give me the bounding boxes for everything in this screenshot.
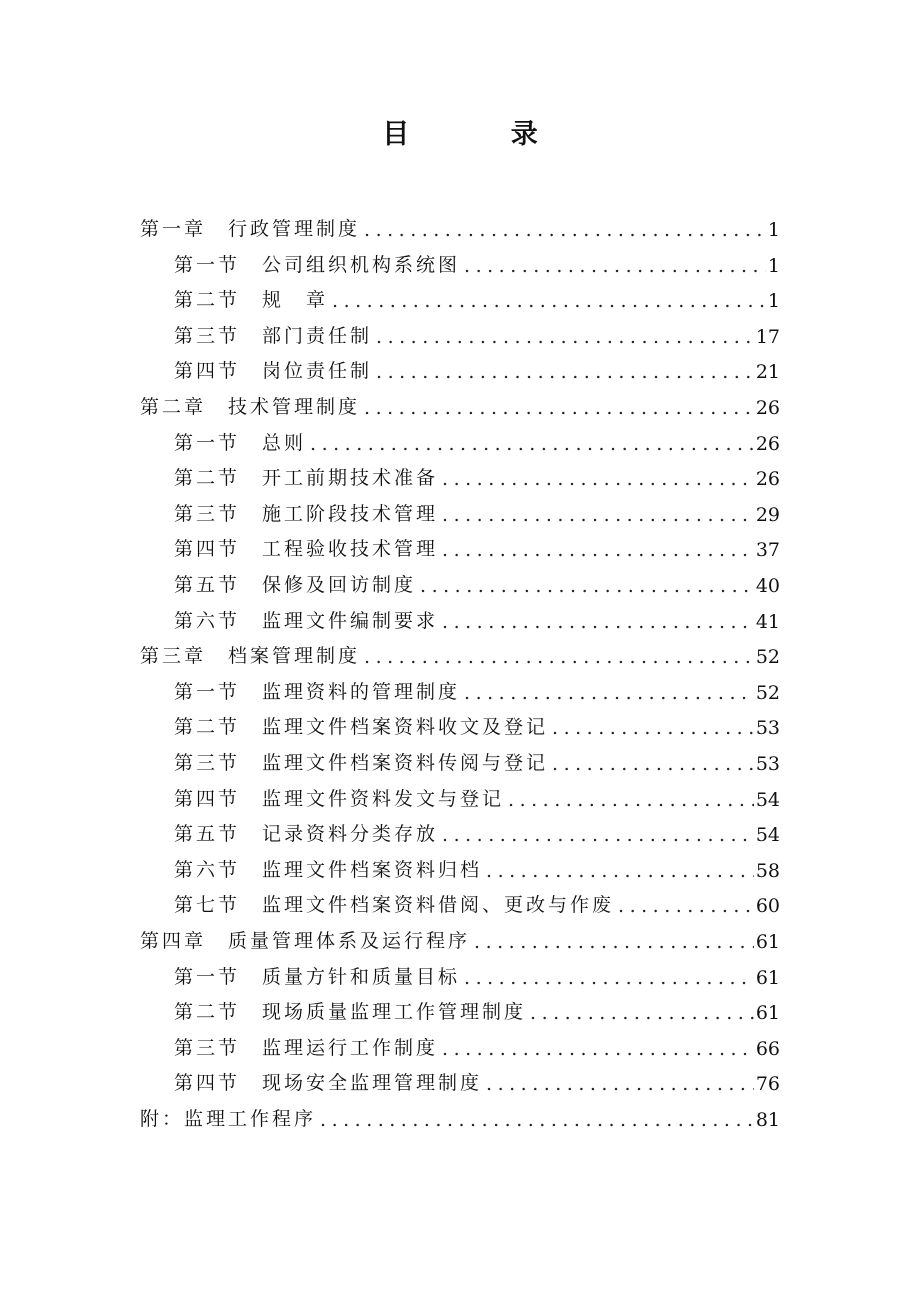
toc-entry-section[interactable] <box>174 670 780 704</box>
toc-entry-title: 监理文件编制要求 <box>262 609 439 632</box>
toc-entry-page-number: 26 <box>755 432 780 455</box>
toc-entry-page-number: 26 <box>755 468 780 491</box>
toc-dot-leader <box>530 1002 754 1024</box>
toc-entry-page-number: 54 <box>755 788 780 811</box>
toc-entry-page-number: 52 <box>755 646 780 669</box>
toc-entry-label: 第二节 <box>174 289 241 312</box>
toc-entry-page-number: 26 <box>755 397 780 419</box>
toc-entry-title: 技术管理制度 <box>228 396 361 418</box>
toc-dot-leader <box>364 646 754 668</box>
toc-entry-label: 第六节 <box>174 858 241 881</box>
toc-dot-leader <box>464 255 766 277</box>
toc-entry-section[interactable] <box>174 314 780 348</box>
toc-dot-leader <box>442 504 754 526</box>
toc-entry-label: 第四节 <box>174 360 241 383</box>
toc-entry-section[interactable] <box>174 349 780 383</box>
toc-entry-section[interactable] <box>174 777 780 811</box>
toc-entry-page-number: 17 <box>755 325 780 348</box>
toc-entry-page-number: 1 <box>767 254 780 277</box>
toc-entry-page-number: 52 <box>755 681 780 704</box>
toc-entry-section[interactable] <box>174 883 780 917</box>
toc-entry-label: 第一节 <box>174 965 241 988</box>
toc-entry-title: 现场质量监理工作管理制度 <box>262 1001 527 1024</box>
toc-dot-leader <box>442 1038 754 1060</box>
toc-entry-section[interactable] <box>174 705 780 739</box>
page-title: 目 录 <box>382 119 584 150</box>
toc-entry-title: 保修及回访制度 <box>262 574 417 596</box>
toc-entry-label: 第一节 <box>174 253 241 276</box>
toc-entry-title: 总则 <box>262 431 307 454</box>
toc-entry-title: 监理文件资料发文与登记 <box>262 787 505 810</box>
toc-entry-title: 档案管理制度 <box>228 645 361 668</box>
toc-entry-label: 第二章 <box>140 396 207 418</box>
toc-entry-page-number: 29 <box>755 503 780 526</box>
toc-entry-label: 第三章 <box>140 645 207 668</box>
toc-entry-label: 附： <box>140 1108 185 1130</box>
toc-entry-page-number: 61 <box>755 931 780 953</box>
toc-entry-section[interactable] <box>174 421 780 455</box>
toc-dot-leader <box>420 575 754 597</box>
toc-entry-title: 监理资料的管理制度 <box>262 680 461 703</box>
toc-entry-title: 开工前期技术准备 <box>262 467 439 490</box>
toc-dot-leader <box>332 290 766 312</box>
toc-entry-label: 第二节 <box>174 1001 241 1024</box>
toc-entry-page-number: 53 <box>755 717 780 740</box>
toc-entry-section[interactable] <box>174 848 780 882</box>
toc-entry-title: 质量管理体系及运行程序 <box>228 930 471 952</box>
toc-entry-label: 第一节 <box>174 431 241 454</box>
toc-entry-title: 监理文件档案资料收文及登记 <box>262 716 549 739</box>
toc-entry-section[interactable] <box>174 955 780 989</box>
toc-entry-page-number: 1 <box>767 290 780 313</box>
toc-entry-label: 第四节 <box>174 538 241 561</box>
toc-entry-label: 第一章 <box>140 218 207 240</box>
toc-entry-page-number: 61 <box>755 1002 780 1025</box>
toc-entry-title: 记录资料分类存放 <box>262 823 439 846</box>
toc-dot-leader <box>464 682 754 704</box>
toc-entry-section[interactable] <box>174 456 780 490</box>
toc-entry-page-number: 54 <box>755 824 780 847</box>
toc-entry-page-number: 81 <box>755 1109 780 1131</box>
toc-entry-label: 第四节 <box>174 1072 241 1095</box>
toc-entry-page-number: 1 <box>767 219 780 241</box>
toc-entry-section[interactable] <box>174 990 780 1024</box>
toc-dot-leader <box>486 860 754 882</box>
toc-entry-label: 第三节 <box>174 502 241 525</box>
toc-dot-leader <box>552 753 754 775</box>
toc-entry-chapter[interactable] <box>140 207 780 241</box>
toc-entry-title: 质量方针和质量目标 <box>262 965 461 988</box>
toc-entry-section[interactable] <box>174 492 780 526</box>
toc-entry-page-number: 37 <box>755 539 780 562</box>
toc-entry-label: 第二节 <box>174 467 241 490</box>
toc-entry-label: 第二节 <box>174 716 241 739</box>
toc-entry-title: 监理运行工作制度 <box>262 1036 439 1059</box>
toc-entry-title: 岗位责任制 <box>262 360 373 383</box>
toc-dot-leader <box>376 361 754 383</box>
toc-dot-leader <box>618 895 754 917</box>
toc-entry-chapter[interactable] <box>140 634 780 668</box>
toc-entry-appendix[interactable] <box>140 1097 780 1131</box>
toc-entry-section[interactable] <box>174 527 780 561</box>
toc-entry-section[interactable] <box>174 812 780 846</box>
toc-entry-chapter[interactable] <box>140 385 780 419</box>
toc-entry-page-number: 66 <box>755 1037 780 1060</box>
toc-dot-leader <box>464 967 754 989</box>
toc-dot-leader <box>442 468 754 490</box>
toc-dot-leader <box>376 326 754 348</box>
toc-entry-label: 第五节 <box>174 823 241 846</box>
toc-entry-page-number: 21 <box>755 361 780 384</box>
toc-entry-label: 第六节 <box>174 609 241 632</box>
toc-entry-label: 第四章 <box>140 930 207 952</box>
toc-entry-chapter[interactable] <box>140 919 780 953</box>
toc-dot-leader <box>442 824 754 846</box>
toc-entry-title: 监理工作程序 <box>184 1108 317 1130</box>
toc-entry-page-number: 58 <box>755 859 780 882</box>
toc-entry-page-number: 40 <box>755 575 780 597</box>
toc-entry-section[interactable] <box>174 741 780 775</box>
toc-entry-section[interactable] <box>174 563 780 597</box>
toc-dot-leader <box>486 1073 754 1095</box>
toc-entry-title: 监理文件档案资料传阅与登记 <box>262 752 549 774</box>
toc-dot-leader <box>320 1109 754 1131</box>
toc-dot-leader <box>442 611 754 633</box>
toc-entry-title: 部门责任制 <box>262 324 373 347</box>
toc-entry-section[interactable] <box>174 278 780 312</box>
toc-dot-leader <box>508 789 754 811</box>
toc-entry-label: 第三节 <box>174 324 241 347</box>
toc-entry-page-number: 76 <box>755 1073 780 1096</box>
toc-entry-title: 工程验收技术管理 <box>262 538 439 561</box>
toc-entry-label: 第三节 <box>174 752 241 774</box>
toc-entry-page-number: 60 <box>755 895 780 918</box>
toc-entry-title: 施工阶段技术管理 <box>262 502 439 525</box>
toc-entry-section[interactable] <box>174 599 780 633</box>
toc-dot-leader <box>310 433 754 455</box>
toc-dot-leader <box>364 397 754 419</box>
toc-entry-page-number: 41 <box>755 610 780 633</box>
toc-entry-title: 监理文件档案资料借阅、更改与作废 <box>262 894 615 917</box>
toc-dot-leader <box>474 931 754 953</box>
toc-entry-title: 公司组织机构系统图 <box>262 253 461 276</box>
toc-entry-page-number: 53 <box>755 753 780 775</box>
toc-entry-page-number: 61 <box>755 966 780 989</box>
toc-dot-leader <box>552 717 754 739</box>
toc-entry-label: 第三节 <box>174 1036 241 1059</box>
toc-entry-section[interactable] <box>174 243 780 277</box>
toc-dot-leader <box>442 539 754 561</box>
toc-entry-label: 第四节 <box>174 787 241 810</box>
toc-entry-label: 第一节 <box>174 680 241 703</box>
toc-entry-section[interactable] <box>174 1026 780 1060</box>
toc-entry-title: 现场安全监理管理制度 <box>262 1072 483 1095</box>
toc-entry-label: 第七节 <box>174 894 241 917</box>
toc-dot-leader <box>364 219 766 241</box>
toc-entry-section[interactable] <box>174 1061 780 1095</box>
toc-entry-title: 行政管理制度 <box>228 218 361 240</box>
toc-entry-label: 第五节 <box>174 574 241 596</box>
toc-entry-title: 监理文件档案资料归档 <box>262 858 483 881</box>
toc-entry-title: 规 章 <box>262 289 329 312</box>
